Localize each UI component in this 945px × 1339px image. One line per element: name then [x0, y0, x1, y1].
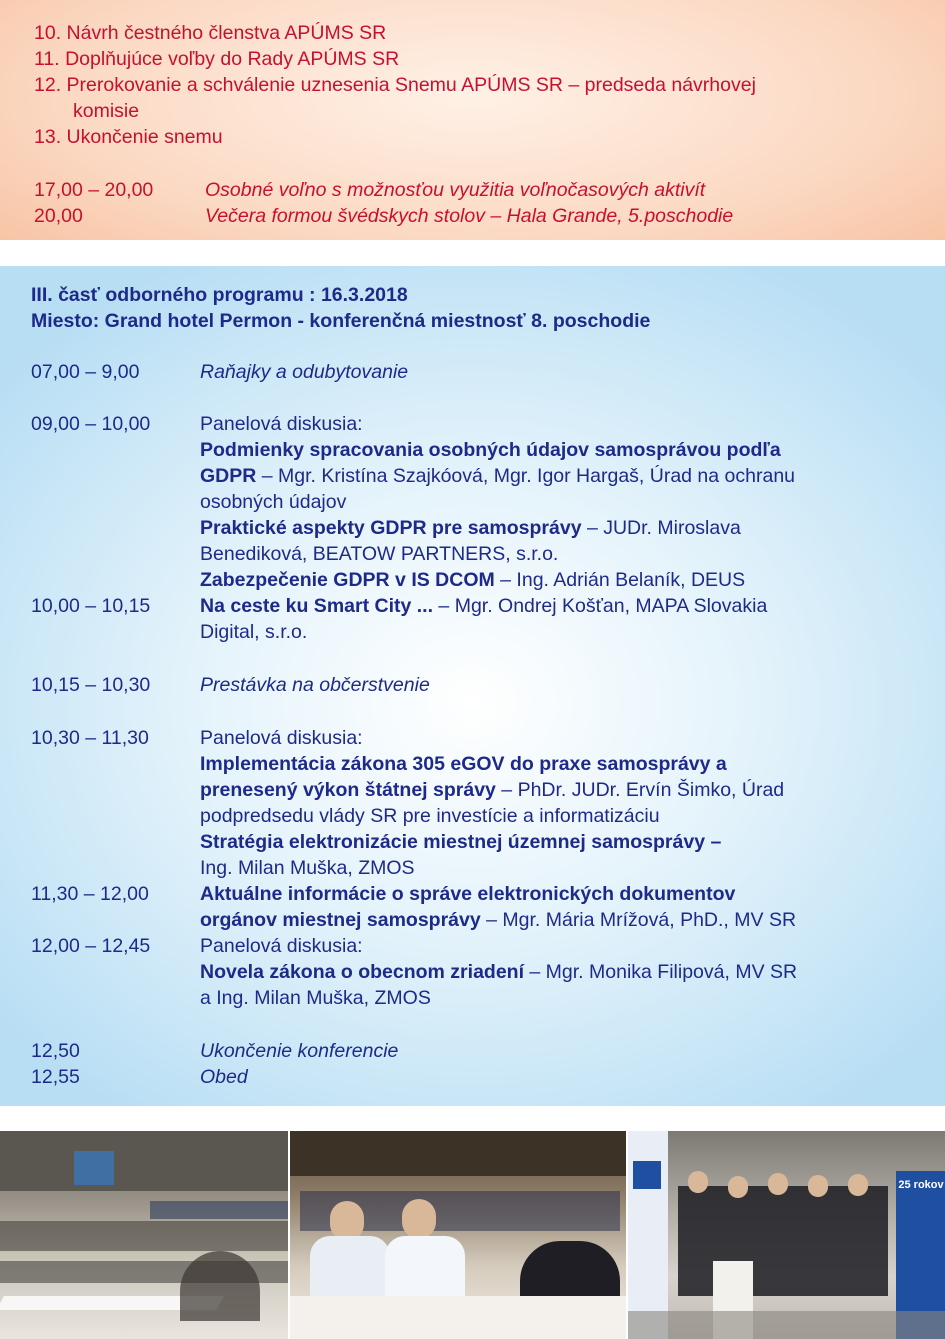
- time-slot: 12,00 – 12,45: [31, 935, 151, 957]
- agenda-item-12-continued: komisie: [73, 100, 140, 122]
- talk-title: Zabezpečenie GDPR v IS DCOM: [200, 569, 495, 591]
- talk-dash: –: [705, 831, 722, 853]
- time-slot: 10,15 – 10,30: [31, 674, 151, 696]
- talk-title: Novela zákona o obecnom zriadení: [200, 961, 524, 983]
- time-slot: 09,00 – 10,00: [31, 413, 151, 435]
- agenda-item-11: 11. Doplňujúce voľby do Rady APÚMS SR: [34, 48, 400, 70]
- schedule-time: 17,00 – 20,00: [34, 179, 154, 201]
- talk-line: [200, 593, 767, 619]
- talk-speakers: – Mgr. Monika Filipová, MV SR: [524, 961, 798, 983]
- talk-speakers: – Mgr. Ondrej Košťan, MAPA Slovakia: [433, 595, 768, 617]
- time-slot: 10,30 – 11,30: [31, 727, 149, 749]
- award-ceremony-photo: [628, 1131, 945, 1339]
- anniversary-banner-text: 25 rokov: [898, 1179, 944, 1191]
- talk-speakers: – Mgr. Mária Mrížová, PhD., MV SR: [480, 909, 797, 931]
- agenda-item-12: 12. Prerokovanie a schválenie uznesenia Snemu APÚMS SR – predseda návrhovej: [34, 74, 756, 96]
- schedule-activity: Večera formou švédskych stolov – Hala Grande, 5.poschodie: [205, 205, 734, 227]
- talk-speakers: a Ing. Milan Muška, ZMOS: [200, 987, 431, 1009]
- talk-line: [200, 777, 784, 803]
- time-slot: 10,00 – 10,15: [31, 595, 151, 617]
- session-panel-label: Panelová diskusia:: [200, 727, 363, 749]
- talk-title: Podmienky spracovania osobných údajov samosprávou podľa: [200, 439, 781, 461]
- talk-speakers: – Mgr. Kristína Szajkóová, Mgr. Igor Hargaš, Úrad na ochranu: [256, 465, 796, 487]
- program-section: [0, 266, 945, 1106]
- talk-speakers: Ing. Milan Muška, ZMOS: [200, 857, 415, 879]
- time-slot: 11,30 – 12,00: [31, 883, 149, 905]
- talk-title: Aktuálne informácie o správe elektronických dokumentov: [200, 883, 736, 905]
- time-slot: 12,55: [31, 1066, 80, 1088]
- agenda-item-10: 10. Návrh čestného členstva APÚMS SR: [34, 22, 387, 44]
- talk-speakers: Digital, s.r.o.: [200, 621, 308, 643]
- talk-line: [200, 463, 795, 489]
- talk-speakers: – JUDr. Miroslava: [581, 517, 741, 539]
- program-location: Miesto: Grand hotel Permon - konferenčná miestnosť 8. poschodie: [31, 310, 651, 332]
- closing-agenda-section: [0, 0, 945, 240]
- session-panel-label: Panelová diskusia:: [200, 935, 363, 957]
- talk-speakers: podpredsedu vlády SR pre investície a informatizáciu: [200, 805, 660, 827]
- talk-line: [200, 907, 796, 933]
- talk-speakers: Benediková, BEATOW PARTNERS, s.r.o.: [200, 543, 559, 565]
- talk-line: [200, 567, 745, 593]
- program-heading: III. časť odborného programu : 16.3.2018: [31, 284, 408, 306]
- attendees-photo: [290, 1131, 626, 1339]
- talk-title: GDPR: [200, 465, 257, 487]
- talk-title: orgánov miestnej samosprávy: [200, 909, 481, 931]
- session-breakfast: Raňajky a odubytovanie: [200, 361, 409, 383]
- talk-title: prenesený výkon štátnej správy: [200, 779, 496, 801]
- talk-title: Implementácia zákona 305 eGOV do praxe samosprávy a: [200, 753, 727, 775]
- session-panel-label: Panelová diskusia:: [200, 413, 363, 435]
- talk-title: Praktické aspekty GDPR pre samosprávy: [200, 517, 582, 539]
- session-closing: Ukončenie konferencie: [200, 1040, 399, 1062]
- session-lunch: Obed: [200, 1066, 248, 1088]
- talk-speakers: osobných údajov: [200, 491, 347, 513]
- talk-line: [200, 515, 741, 541]
- time-slot: 12,50: [31, 1040, 80, 1062]
- talk-speakers: – PhDr. JUDr. Ervín Šimko, Úrad: [495, 779, 785, 801]
- conference-hall-photo: [0, 1131, 288, 1339]
- talk-title: Na ceste ku Smart City ...: [200, 595, 434, 617]
- talk-line: [200, 829, 721, 855]
- talk-line: [200, 959, 797, 985]
- schedule-time: 20,00: [34, 205, 83, 227]
- session-break: Prestávka na občerstvenie: [200, 674, 430, 696]
- time-slot: 07,00 – 9,00: [31, 361, 140, 383]
- talk-speakers: – Ing. Adrián Belaník, DEUS: [494, 569, 746, 591]
- agenda-item-13: 13. Ukončenie snemu: [34, 126, 223, 148]
- schedule-activity: Osobné voľno s možnosťou využitia voľnočasových aktivít: [205, 179, 706, 201]
- talk-title: Stratégia elektronizácie miestnej územnej samosprávy: [200, 831, 706, 853]
- photo-strip: [0, 1131, 945, 1339]
